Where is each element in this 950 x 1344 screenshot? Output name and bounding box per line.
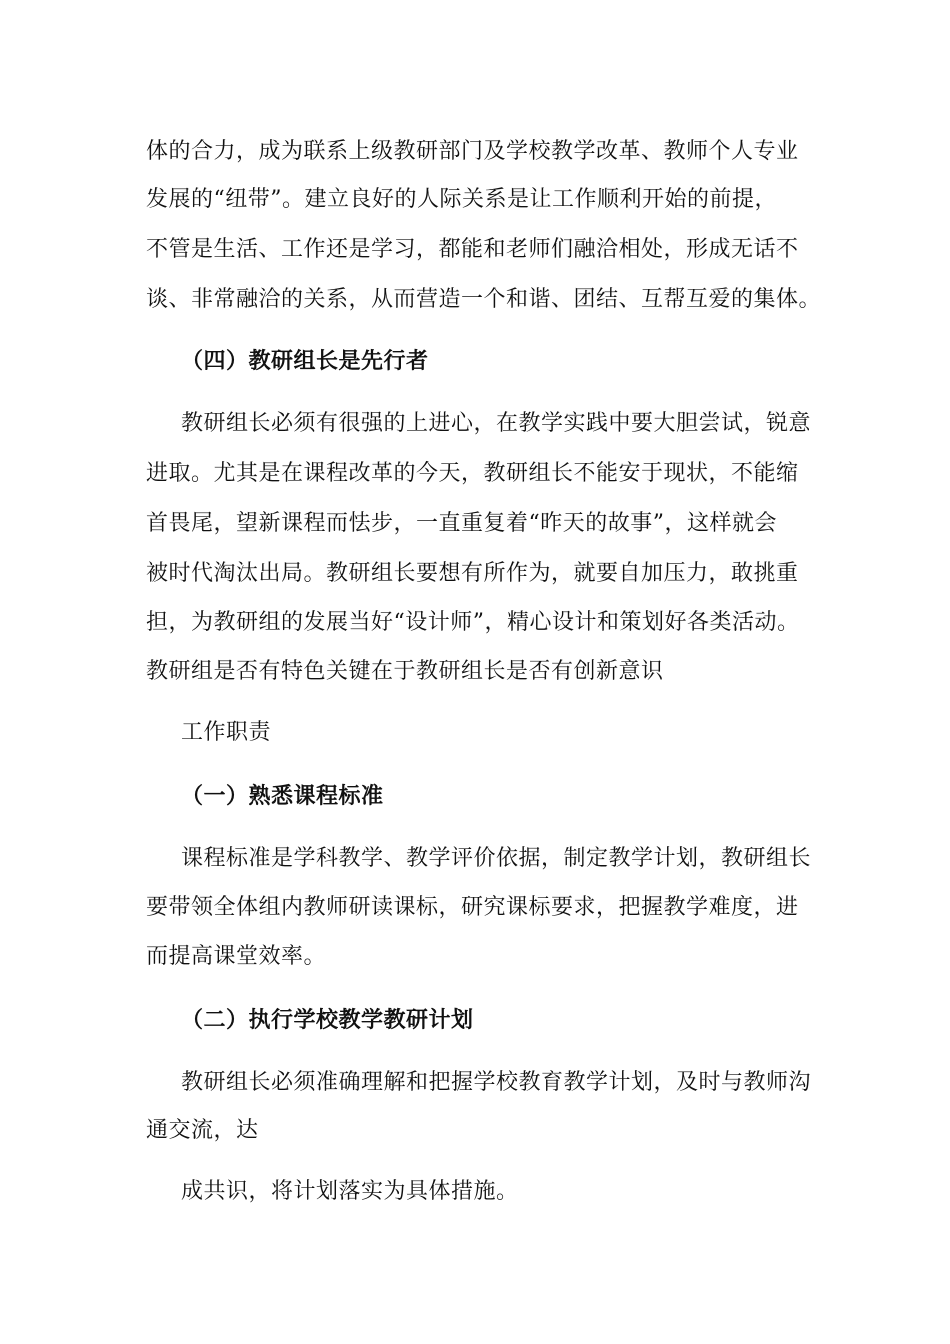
paragraph-2-line-1: 教研组长必须有很强的上进心，在教学实践中要大胆尝试，锐意	[181, 411, 812, 436]
section-title-duties: 工作职责	[181, 720, 272, 745]
paragraph-2-line-5: 担，为教研组的发展当好“设计师”，精心设计和策划好各类活动。	[146, 610, 800, 635]
paragraph-3-line-1: 课程标准是学科教学、教学评价依据，制定教学计划，教研组长	[181, 846, 812, 871]
paragraph-4-line-1: 教研组长必须准确理解和把握学校教育教学计划，及时与教师沟	[181, 1070, 812, 1095]
paragraph-1-line-4: 谈、非常融洽的关系，从而营造一个和谐、团结、互帮互爱的集体。	[146, 287, 822, 312]
paragraph-2-line-4: 被时代淘汰出局。教研组长要想有所作为，就要自加压力，敢挑重	[146, 561, 799, 586]
section-heading-1: （一）熟悉课程标准	[181, 783, 384, 809]
section-heading-4: （四）教研组长是先行者	[181, 348, 429, 374]
paragraph-1-line-1: 体的合力，成为联系上级教研部门及学校教学改革、教师个人专业	[146, 139, 799, 164]
paragraph-5-line-1: 成共识，将计划落实为具体措施。	[181, 1179, 519, 1204]
paragraph-4-line-2: 通交流，达	[146, 1118, 259, 1143]
paragraph-2-line-2: 进取。尤其是在课程改革的今天，教研组长不能安于现状，不能缩	[146, 461, 799, 486]
section-heading-2: （二）执行学校教学教研计划	[181, 1007, 474, 1033]
paragraph-1-line-2: 发展的“纽带”。建立良好的人际关系是让工作顺利开始的前提，	[146, 187, 777, 212]
paragraph-3-line-3: 而提高课堂效率。	[146, 944, 327, 969]
paragraph-3-line-2: 要带领全体组内教师研读课标，研究课标要求，把握教学难度，进	[146, 895, 799, 920]
paragraph-2-line-6: 教研组是否有特色关键在于教研组长是否有创新意识	[146, 659, 664, 684]
paragraph-2-line-3: 首畏尾，望新课程而怯步，一直重复着“昨天的故事”，这样就会	[146, 511, 777, 536]
paragraph-1-line-3: 不管是生活、工作还是学习，都能和老师们融洽相处，形成无话不	[146, 237, 799, 262]
